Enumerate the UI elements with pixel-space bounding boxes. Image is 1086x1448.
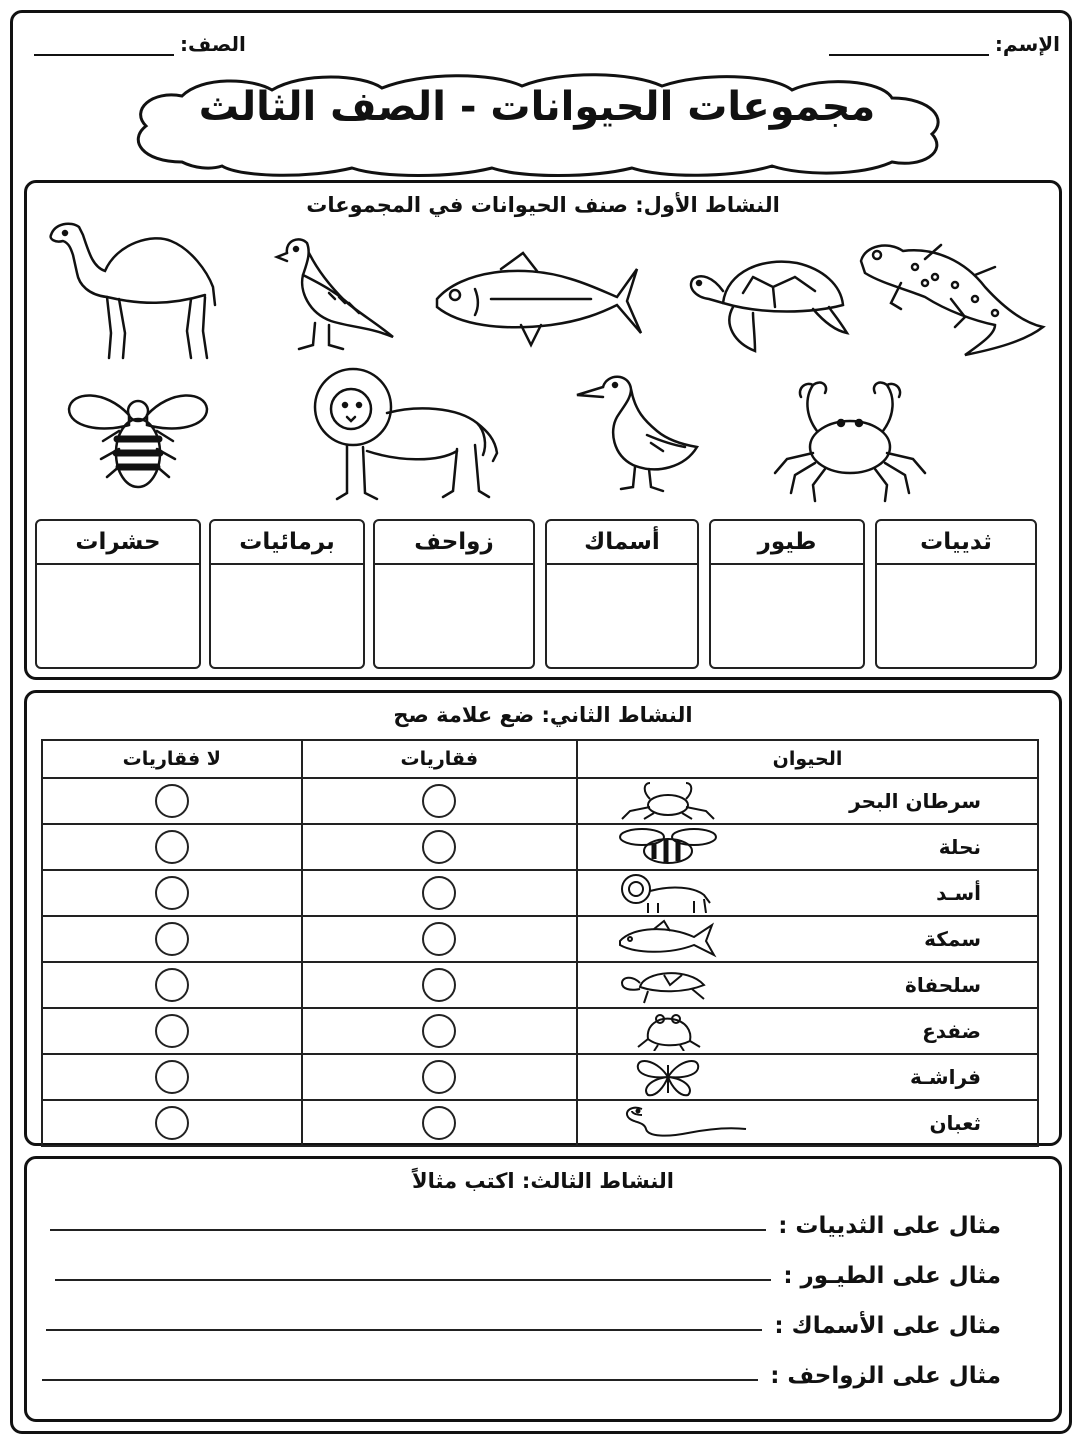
- invertebrate-option[interactable]: [42, 916, 302, 962]
- activity3-title: النشاط الثالث: اكتب مثالاً: [411, 1169, 675, 1193]
- name-line[interactable]: [829, 34, 989, 56]
- category-label: زواحف: [375, 521, 533, 565]
- animal-name: أسـد: [936, 881, 981, 905]
- fish-icon: [431, 249, 651, 353]
- table-row: [42, 1054, 1038, 1100]
- name-label: الإسم:: [994, 32, 1060, 56]
- animal-name: سمكة: [924, 927, 981, 951]
- category-label: حشرات: [37, 521, 199, 565]
- checkbox-circle[interactable]: [422, 1106, 456, 1140]
- turtle-icon: [618, 965, 718, 1005]
- example-prompt: مثال على الطيـور :: [783, 1263, 1001, 1289]
- category-label: أسماك: [547, 521, 697, 565]
- answer-line[interactable]: [46, 1327, 762, 1331]
- checkbox-circle[interactable]: [422, 968, 456, 1002]
- category-box-amphibians[interactable]: [209, 519, 365, 669]
- crab-icon: [765, 375, 935, 505]
- table-row: [42, 824, 1038, 870]
- table-row: [42, 870, 1038, 916]
- header-animal: الحيوان: [577, 740, 1038, 778]
- category-box-birds[interactable]: [709, 519, 865, 669]
- vertebrate-option[interactable]: [302, 962, 577, 1008]
- vertebrate-option[interactable]: [302, 778, 577, 824]
- animal-cell: [577, 1100, 1038, 1146]
- answer-line[interactable]: [55, 1277, 771, 1281]
- invertebrate-option[interactable]: [42, 1008, 302, 1054]
- lion-icon: [307, 365, 499, 503]
- table-row: [42, 1008, 1038, 1054]
- class-line[interactable]: [34, 34, 174, 56]
- student-class-field[interactable]: [34, 32, 246, 56]
- activity2-section: [24, 690, 1062, 1146]
- animal-cell: [577, 778, 1038, 824]
- example-row-reptiles: [51, 1349, 1001, 1389]
- category-box-mammals[interactable]: [875, 519, 1037, 669]
- animal-name: ثعبان: [929, 1111, 981, 1135]
- animal-cell: [577, 824, 1038, 870]
- vertebrate-option[interactable]: [302, 1054, 577, 1100]
- butterfly-icon: [618, 1057, 718, 1097]
- checkbox-circle[interactable]: [155, 784, 189, 818]
- animal-name: سلحفاة: [905, 973, 981, 997]
- table-row: [42, 1100, 1038, 1146]
- bee-icon: [618, 827, 718, 867]
- checkbox-circle[interactable]: [155, 968, 189, 1002]
- vertebrate-option[interactable]: [302, 916, 577, 962]
- checkbox-circle[interactable]: [155, 922, 189, 956]
- student-name-field[interactable]: [829, 32, 1060, 56]
- example-row-fish: [51, 1299, 1001, 1339]
- checkbox-circle[interactable]: [422, 784, 456, 818]
- category-box-reptiles[interactable]: [373, 519, 535, 669]
- checkbox-circle[interactable]: [422, 1014, 456, 1048]
- animal-name: فراشـة: [909, 1065, 981, 1089]
- animal-cell: [577, 962, 1038, 1008]
- checkbox-circle[interactable]: [155, 876, 189, 910]
- invertebrate-option[interactable]: [42, 1054, 302, 1100]
- activity2-title: النشاط الثاني: ضع علامة صح: [393, 703, 693, 727]
- fish-icon: [618, 919, 718, 959]
- vertebrate-option[interactable]: [302, 1100, 577, 1146]
- header-vertebrates: فقاريات: [302, 740, 577, 778]
- salamander-icon: [855, 237, 1049, 365]
- animal-cell: [577, 870, 1038, 916]
- table-row: [42, 962, 1038, 1008]
- category-box-insects[interactable]: [35, 519, 201, 669]
- example-prompt: مثال على الأسماك :: [774, 1313, 1001, 1339]
- activity1-section: [24, 180, 1062, 680]
- snake-icon: [618, 1103, 748, 1143]
- bee-icon: [65, 385, 211, 495]
- checkbox-circle[interactable]: [155, 1014, 189, 1048]
- invertebrate-option[interactable]: [42, 778, 302, 824]
- class-label: الصف:: [180, 32, 246, 56]
- duck-icon: [573, 371, 703, 497]
- answer-line[interactable]: [42, 1377, 758, 1381]
- crab-icon: [618, 781, 718, 821]
- invertebrate-option[interactable]: [42, 870, 302, 916]
- invertebrate-option[interactable]: [42, 824, 302, 870]
- invertebrate-option[interactable]: [42, 1100, 302, 1146]
- animal-name: سرطان البحر: [849, 789, 981, 813]
- activity1-title: النشاط الأول: صنف الحيوانات في المجموعات: [306, 193, 780, 217]
- table-row: [42, 778, 1038, 824]
- checkbox-circle[interactable]: [155, 1060, 189, 1094]
- animal-cell: [577, 1008, 1038, 1054]
- pigeon-icon: [269, 233, 399, 358]
- animal-cell: [577, 1054, 1038, 1100]
- page-title: مجموعات الحيوانات - الصف الثالث: [198, 84, 876, 130]
- example-prompt: مثال على الثدييات :: [778, 1213, 1001, 1239]
- table-header-row: [42, 740, 1038, 778]
- example-row-mammals: [51, 1199, 1001, 1239]
- answer-line[interactable]: [50, 1227, 766, 1231]
- category-label: ثدييات: [877, 521, 1035, 565]
- activity3-section: [24, 1156, 1062, 1422]
- vertebrate-option[interactable]: [302, 1008, 577, 1054]
- header-invertebrates: لا فقاريات: [42, 740, 302, 778]
- vertebrates-table: [41, 739, 1039, 1147]
- category-box-fish[interactable]: [545, 519, 699, 669]
- example-prompt: مثال على الزواحف :: [770, 1363, 1001, 1389]
- vertebrate-option[interactable]: [302, 870, 577, 916]
- frog-icon: [618, 1011, 718, 1051]
- lion-icon: [618, 873, 718, 913]
- animal-name: ضفدع: [922, 1019, 981, 1043]
- checkbox-circle[interactable]: [422, 1060, 456, 1094]
- checkbox-circle[interactable]: [422, 922, 456, 956]
- checkbox-circle[interactable]: [155, 830, 189, 864]
- vertebrate-option[interactable]: [302, 824, 577, 870]
- checkbox-circle[interactable]: [155, 1106, 189, 1140]
- category-label: برمائيات: [211, 521, 363, 565]
- animal-name: نحلة: [938, 835, 981, 859]
- checkbox-circle[interactable]: [422, 876, 456, 910]
- turtle-icon: [683, 247, 853, 359]
- animal-cell: [577, 916, 1038, 962]
- table-row: [42, 916, 1038, 962]
- category-label: طيور: [711, 521, 863, 565]
- example-row-birds: [51, 1249, 1001, 1289]
- invertebrate-option[interactable]: [42, 962, 302, 1008]
- checkbox-circle[interactable]: [422, 830, 456, 864]
- camel-icon: [41, 213, 221, 363]
